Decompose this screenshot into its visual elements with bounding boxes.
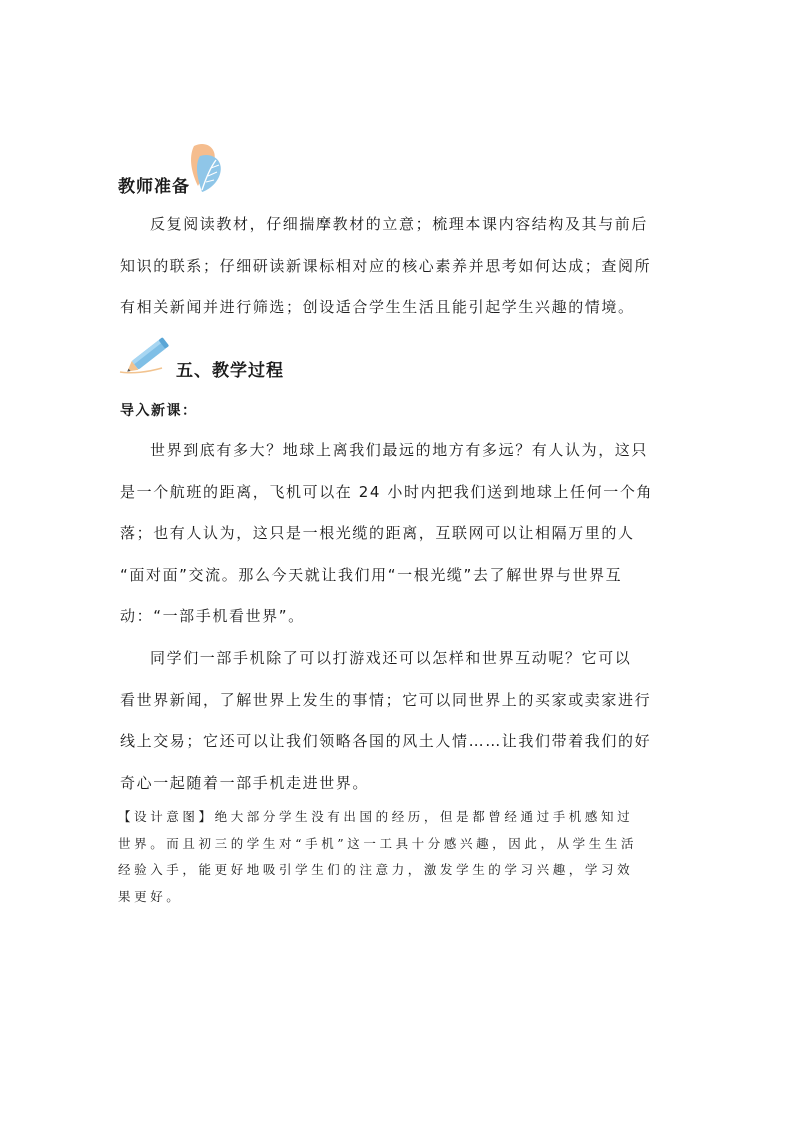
paragraph-line: 经验入手，能更好地吸引学生们的注意力，激发学生的学习兴趣，学习效: [118, 862, 634, 877]
teacher-prep-heading: 教师准备: [118, 177, 190, 197]
paragraph-line: 世界。而且初三的学生对“手机”这一工具十分感兴趣，因此，从学生生活: [118, 835, 638, 851]
intro-label: 导入新课：: [120, 403, 198, 419]
paragraph-line: 世界到底有多大？地球上离我们最远的地方有多远？有人认为，这只: [150, 441, 649, 459]
paragraph-line: 有相关新闻并进行筛选；创设适合学生生活且能引起学生兴趣的情境。: [120, 298, 635, 316]
paragraph-line: 动：“一部手机看世界”。: [120, 607, 305, 625]
intro-paragraph-1: [120, 430, 672, 638]
paragraph-line: 落；也有人认为，这只是一根光缆的距离，互联网可以让相隔万里的人: [120, 524, 635, 542]
paragraph-line: “面对面”交流。那么今天就让我们用“一根光缆”去了解世界与世界互: [120, 565, 623, 584]
paragraph-line: 果更好。: [118, 888, 183, 904]
paragraph-line: 同学们一部手机除了可以打游戏还可以怎样和世界互动呢？它可以: [150, 649, 632, 667]
paragraph-line: 是一个航班的距离，飞机可以在 24 小时内把我们送到地球上任何一个角: [120, 482, 654, 501]
paragraph-line: 看世界新闻，了解世界上发生的事情；它可以同世界上的买家或卖家进行: [120, 690, 652, 709]
pencil-icon: [118, 332, 176, 378]
paragraph-line: 知识的联系；仔细研读新课标相对应的核心素养并思考如何达成；查阅所: [120, 256, 652, 275]
leaf-icon: [184, 138, 226, 194]
section-heading: 五、教学过程: [176, 361, 284, 381]
paragraph-line: 【设计意图】绝大部分学生没有出国的经历，但是都曾经通过手机感知过: [118, 809, 634, 824]
teacher-prep-paragraph: [120, 204, 672, 329]
paragraph-line: 线上交易；它还可以让我们领略各国的风土人情……让我们带着我们的好: [120, 732, 652, 750]
design-intent-note: [118, 804, 678, 910]
intro-paragraph-2: [120, 638, 672, 804]
paragraph-line: 奇心一起随着一部手机走进世界。: [120, 773, 370, 792]
paragraph-line: 反复阅读教材，仔细揣摩教材的立意；梳理本课内容结构及其与前后: [150, 215, 649, 233]
